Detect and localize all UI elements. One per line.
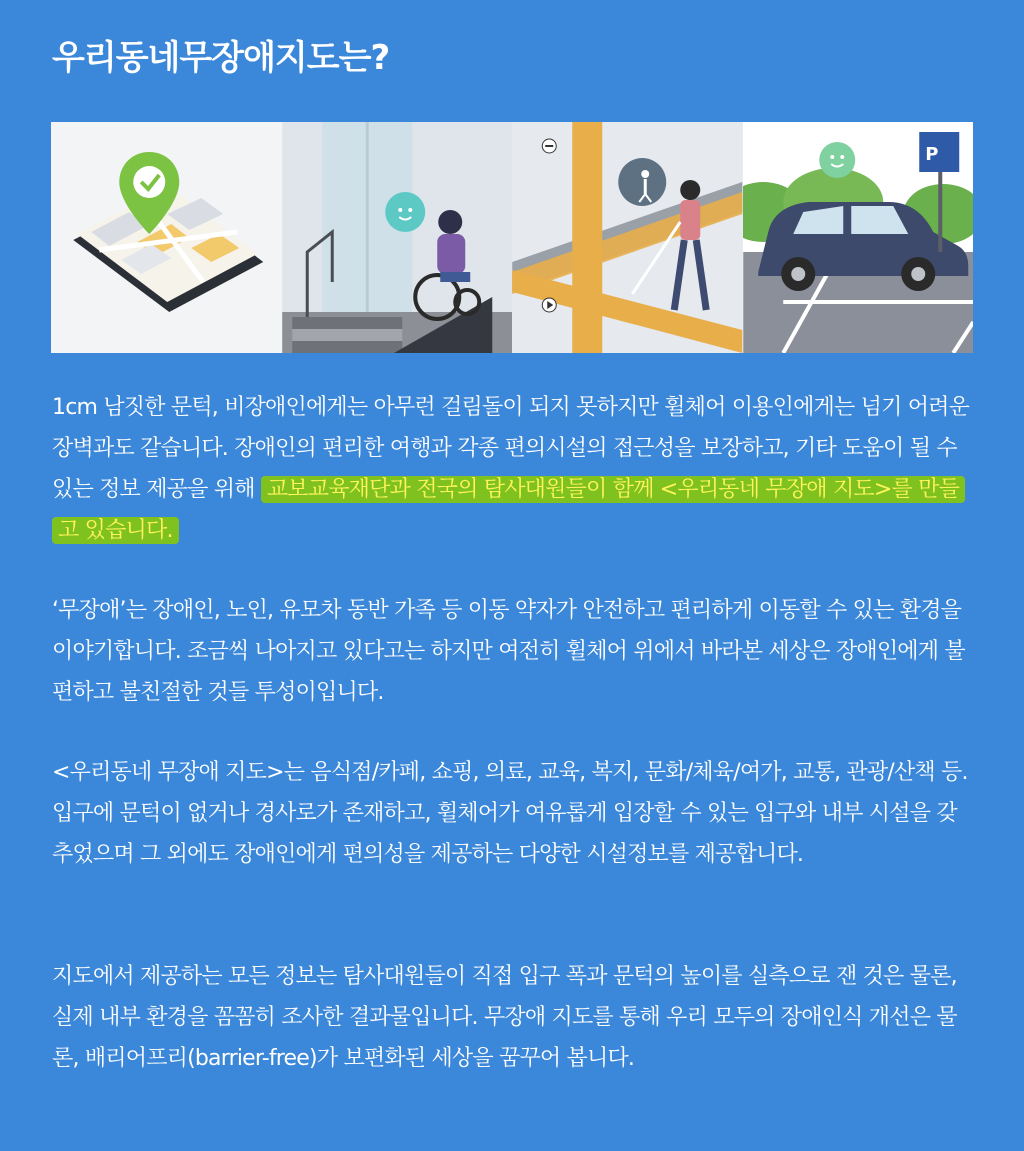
wheelchair-ramp-illustration xyxy=(282,122,513,353)
accessible-parking-icon xyxy=(743,122,974,353)
smartphone-map-icon xyxy=(51,122,282,353)
blind-cane-icon xyxy=(512,122,743,353)
wheelchair-icon xyxy=(282,122,513,353)
tactile-paving-illustration xyxy=(512,122,743,353)
smartphone-map-illustration xyxy=(51,122,282,353)
barrier-free-definition-paragraph: ‘무장애’는 장애인, 노인, 유모차 동반 가족 등 이동 약자가 안전하고 편리하게 이동할 수 있는 환경을 이야기합니다. 조금씩 나아지고 있다고는 하지만 여전히 휠체어 위에서 바라본 세상은 장애인에게 불편하고 불친절한 것들 투성이입니다. xyxy=(52,598,965,705)
map-categories-paragraph: <우리동네 무장애 지도>는 음식점/카페, 쇼핑, 의료, 교육, 복지, 문화/체육/여가, 교통, 관광/산책 등. 입구에 문턱이 없거나 경사로가 존재하고, 휠체어가 여유롭게 입장할 수 있는 입구와 내부 시설을 갖추었으며 그 외에도 장애인에게 편의성을 제공하는 다양한 시설정보를 제공합니다. xyxy=(52,760,968,867)
intro-paragraph xyxy=(52,387,974,551)
page-title: 우리동네무장애지도는? xyxy=(52,38,390,78)
accessible-parking-illustration xyxy=(743,122,974,353)
parking-sign-letter: P xyxy=(924,144,938,165)
highlighted-text: 교보교육재단과 전국의 탐사대원들이 함께 <우리동네 무장애 지도>를 만들고 있습니다. xyxy=(52,476,965,544)
data-collection-paragraph: 지도에서 제공하는 모든 정보는 탐사대원들이 직접 입구 폭과 문턱의 높이를 실측으로 잰 것은 물론, 실제 내부 환경을 꼼꼼히 조사한 결과물입니다. 무장애 지도를 통해 우리 모두의 장애인식 개선은 물론, 배리어프리(barrier-free)가 보편화된 세상을 꿈꾸어 봅니다. xyxy=(52,964,957,1071)
intro-text: 1cm 남짓한 문턱, 비장애인에게는 아무런 걸림돌이 되지 못하지만 휠체어 이용인에게는 넘기 어려운 장벽과도 같습니다. 장애인의 편리한 여행과 각종 편의시설의 접근성을 보장하고, 기타 도움이 될 수 있는 정보 제공을 위해 xyxy=(52,395,970,502)
illustration-strip xyxy=(51,122,973,353)
